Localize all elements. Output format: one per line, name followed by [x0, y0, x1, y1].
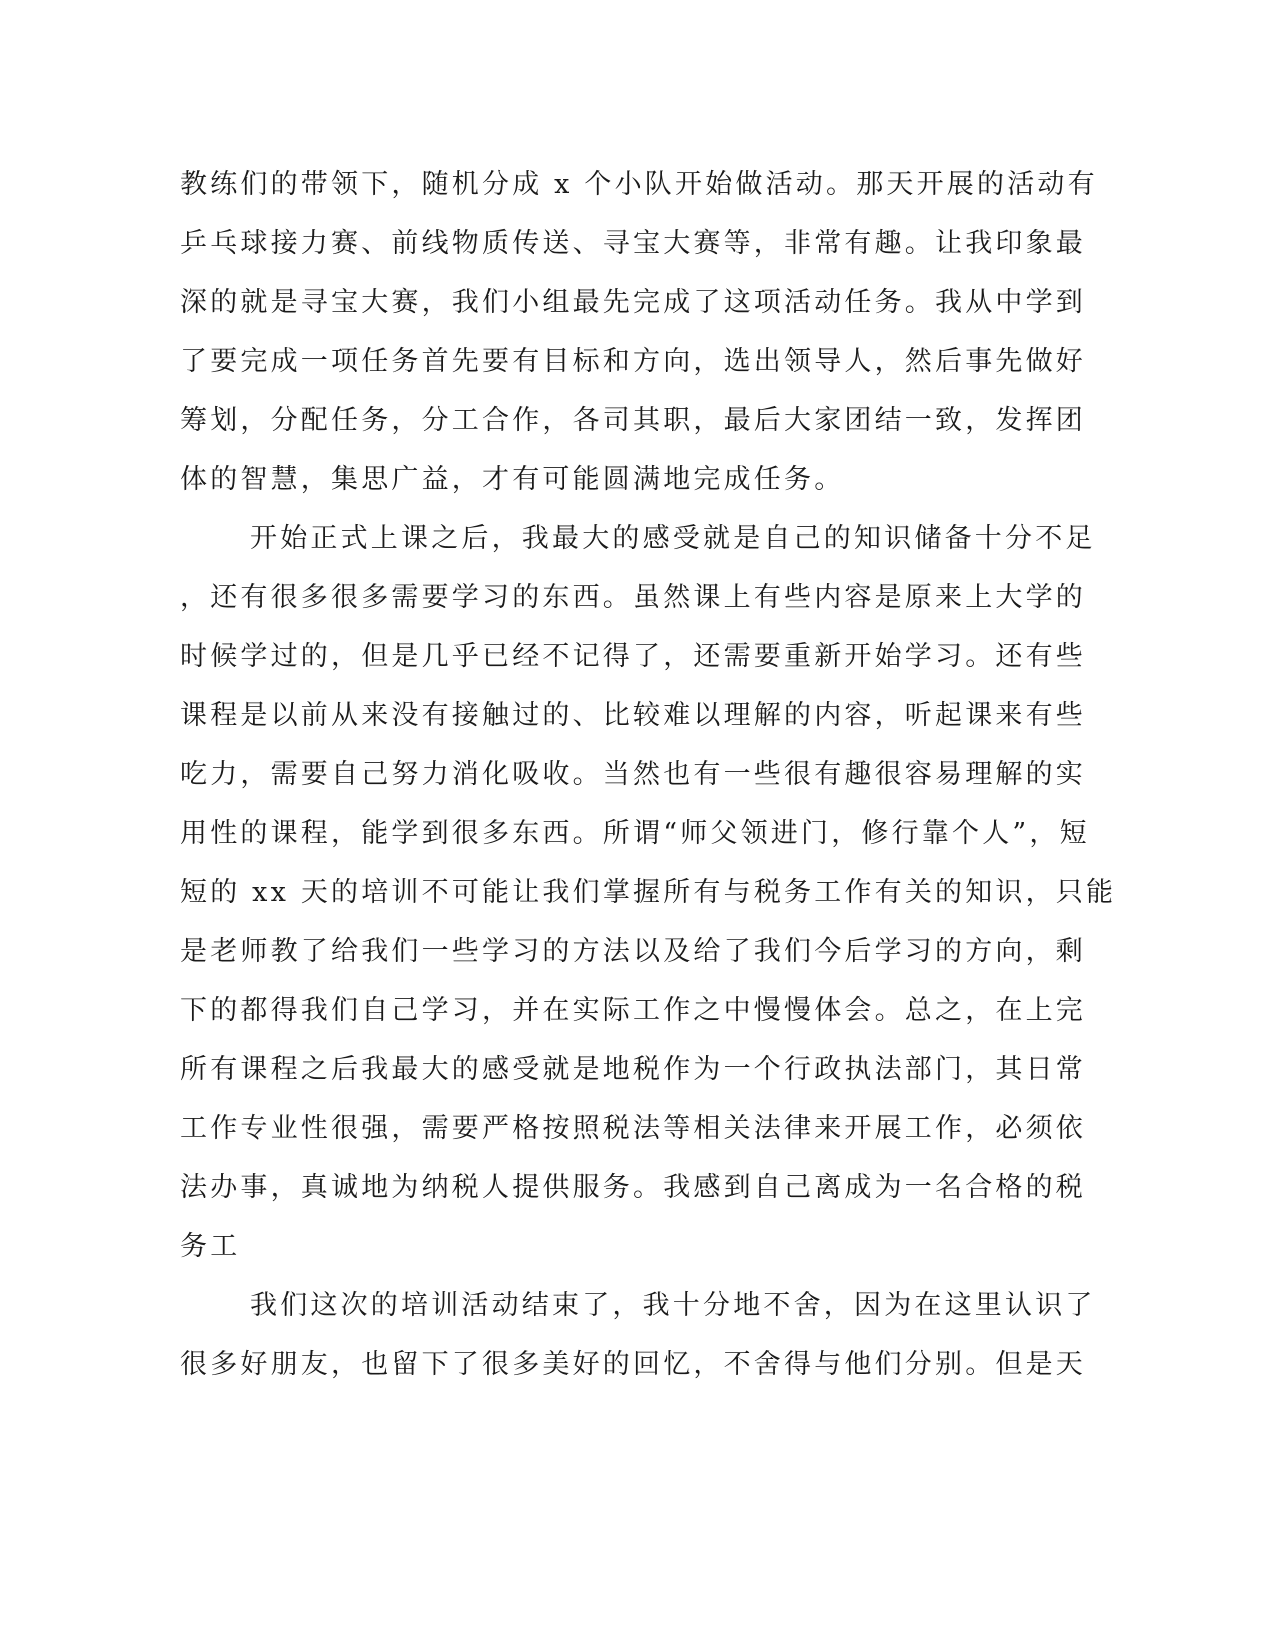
text-line: 筹划，分配任务，分工合作，各司其职，最后大家团结一致，发挥团 — [180, 405, 1086, 436]
text-line: 短的 xx 天的培训不可能让我们掌握所有与税务工作有关的知识，只能 — [180, 877, 1117, 908]
text-line: 很多好朋友，也留下了很多美好的回忆，不舍得与他们分别。但是天 — [180, 1349, 1086, 1380]
text-line: 务工 — [180, 1231, 241, 1262]
text-line: 所有课程之后我最大的感受就是地税作为一个行政执法部门，其日常 — [180, 1054, 1086, 1085]
text-line: 用性的课程，能学到很多东西。所谓“师父领进门，修行靠个人”，短 — [180, 818, 1090, 849]
text-line: 深的就是寻宝大赛，我们小组最先完成了这项活动任务。我从中学到 — [180, 287, 1086, 318]
body-text — [180, 155, 1117, 1394]
text-line: ，还有很多很多需要学习的东西。虽然课上有些内容是原来上大学的 — [180, 582, 1086, 613]
text-line: 课程是以前从来没有接触过的、比较难以理解的内容，听起课来有些 — [180, 700, 1086, 731]
text-line: 工作专业性很强，需要严格按照税法等相关法律来开展工作，必须依 — [180, 1113, 1086, 1144]
text-line: 了要完成一项任务首先要有目标和方向，选出领导人，然后事先做好 — [180, 346, 1086, 377]
text-line: 是老师教了给我们一些学习的方法以及给了我们今后学习的方向，剩 — [180, 936, 1086, 967]
text-line: 时候学过的，但是几乎已经不记得了，还需要重新开始学习。还有些 — [180, 641, 1086, 672]
text-line: 乒乓球接力赛、前线物质传送、寻宝大赛等，非常有趣。让我印象最 — [180, 228, 1086, 259]
text-line: 下的都得我们自己学习，并在实际工作之中慢慢体会。总之，在上完 — [180, 995, 1086, 1026]
text-line: 教练们的带领下，随机分成 x 个小队开始做活动。那天开展的活动有 — [180, 169, 1098, 200]
paragraph-start-line: 开始正式上课之后，我最大的感受就是自己的知识储备十分不足 — [250, 523, 1096, 554]
paragraph-start-line: 我们这次的培训活动结束了，我十分地不舍，因为在这里认识了 — [250, 1290, 1096, 1321]
text-line: 法办事，真诚地为纳税人提供服务。我感到自己离成为一名合格的税 — [180, 1172, 1086, 1203]
text-line: 体的智慧，集思广益，才有可能圆满地完成任务。 — [180, 464, 845, 495]
text-line: 吃力，需要自己努力消化吸收。当然也有一些很有趣很容易理解的实 — [180, 759, 1086, 790]
